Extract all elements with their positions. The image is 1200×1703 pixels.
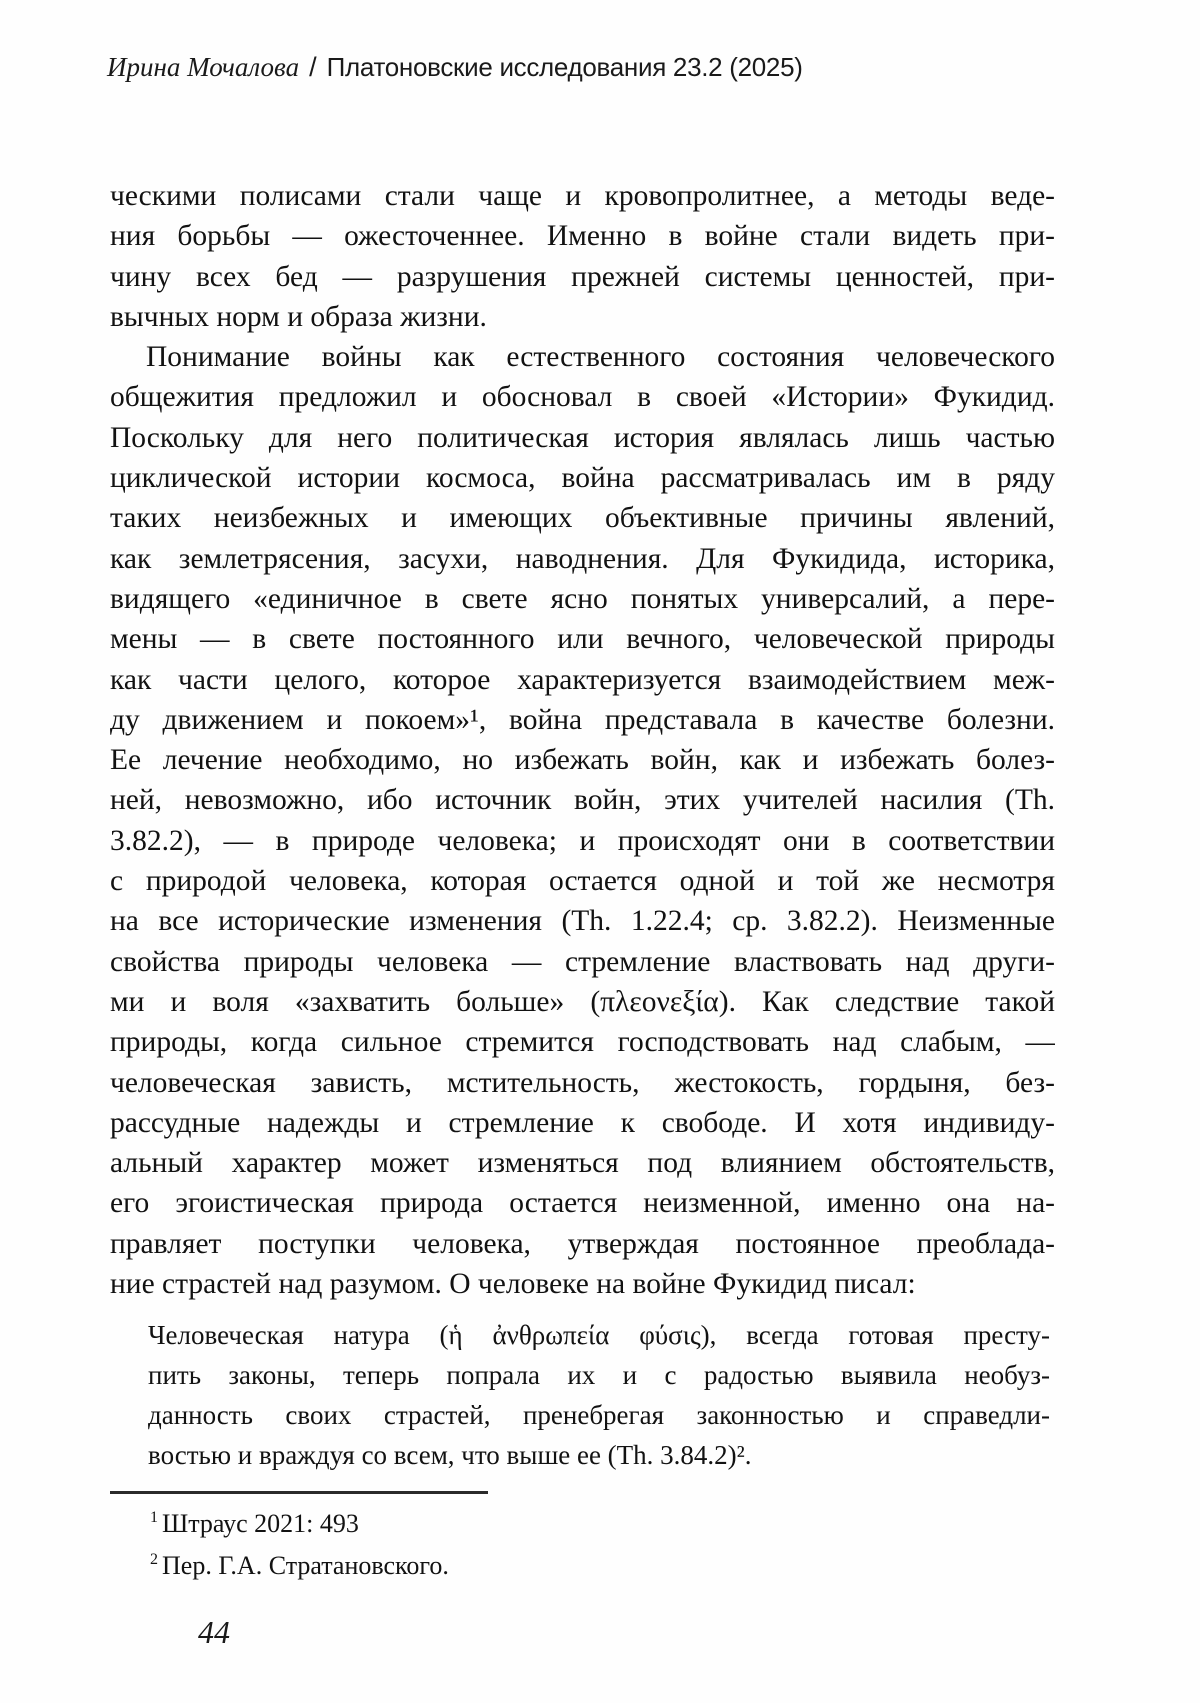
text-line: природы, когда сильное стремится господствовать над слабым, — [110,1026,1055,1059]
text-line: ми и воля «захватить больше» (πλεονεξία). Как следствие такой [110,985,1055,1018]
text-line: свойства природы человека — стремление властвовать над други- [110,945,1055,978]
journal-title: Платоновские исследования 23.2 (2025) [326,52,803,82]
text-line: человеческая зависть, мстительность, жестокость, гордыня, без- [110,1066,1055,1099]
block-quote [148,1315,1050,1475]
footnote-text: Пер. Г.А. Стратановского. [162,1551,449,1580]
text-line: альный характер может изменяться под влиянием обстоятельств, [110,1147,1055,1180]
text-line: на все исторические изменения (Th. 1.22.4; ср. 3.82.2). Неизменные [110,905,1055,938]
author-name: Ирина Мочалова [107,52,300,82]
text-line: его эгоистическая природа остается неизменной, именно она на- [110,1187,1055,1220]
text-line: циклической истории космоса, война рассматривалась им в ряду [110,462,1055,495]
quote-line: Человеческая натура (ἡ ἀνθρωπεία φύσις), всегда готовая престу- [148,1320,1050,1350]
text-line: ния борьбы — ожесточеннее. Именно в войне стали видеть при- [110,220,1055,253]
text-line: правляет поступки человека, утверждая постоянное преоблада- [110,1227,1055,1260]
text-line: 3.82.2), — в природе человека; и происходят они в соответствии [110,824,1055,857]
text-line: Поскольку для него политическая история являлась лишь частью [110,421,1055,454]
text-line: с природой человека, которая остается одной и той же несмотря [110,865,1055,898]
text-line: ду движением и покоем»¹, война представала в качестве болезни. [110,703,1055,736]
running-header [107,52,803,83]
page-number: 44 [198,1614,230,1650]
paragraph [110,337,1055,1304]
quote-line: востью и враждуя со всем, что выше ее (Th. 3.84.2)². [148,1440,752,1470]
text-line: рассудные надежды и стремление к свободе. И хотя индивиду- [110,1106,1055,1139]
quote-line: пить законы, теперь попрала их и с радостью выявила необуз- [148,1360,1050,1390]
text-line: мены — в свете постоянного или вечного, человеческой природы [110,623,1055,656]
footnote-item [110,1545,1055,1587]
text-line: как части целого, которое характеризуется взаимодействием меж- [110,663,1055,696]
text-line: чину всех бед — разрушения прежней системы ценностей, при- [110,260,1055,293]
text-line: ней, невозможно, ибо источник войн, этих учителей насилия (Th. [110,784,1055,817]
text-line: Ее лечение необходимо, но избежать войн, как и избежать болез- [110,744,1055,777]
header-separator: / [309,52,317,82]
footnotes [110,1503,1055,1587]
footnote-item [110,1503,1055,1545]
text-line: вычных норм и образа жизни. [110,300,487,333]
quote-line: данность своих страстей, пренебрегая законностью и справедли- [148,1400,1050,1430]
footnote-marker: 2 [150,1551,158,1569]
text-line: ние страстей над разумом. О человеке на войне Фукидид писал: [110,1268,916,1301]
footnote-divider [110,1491,488,1494]
text-line: Понимание войны как естественного состояния человеческого [146,341,1055,374]
text-line: как землетрясения, засухи, наводнения. Для Фукидида, историка, [110,542,1055,575]
paragraph [110,176,1055,337]
text-line: таких неизбежных и имеющих объективные причины явлений, [110,502,1055,535]
footnote-text: Штраус 2021: 493 [162,1509,359,1538]
body-text [110,176,1055,1304]
text-line: видящего «единичное в свете ясно понятых универсалий, а пере- [110,582,1055,615]
text-line: ческими полисами стали чаще и кровопролитнее, а методы веде- [110,180,1055,212]
footnote-marker: 1 [150,1509,158,1527]
text-line: общежития предложил и обосновал в своей «Истории» Фукидид. [110,381,1055,414]
